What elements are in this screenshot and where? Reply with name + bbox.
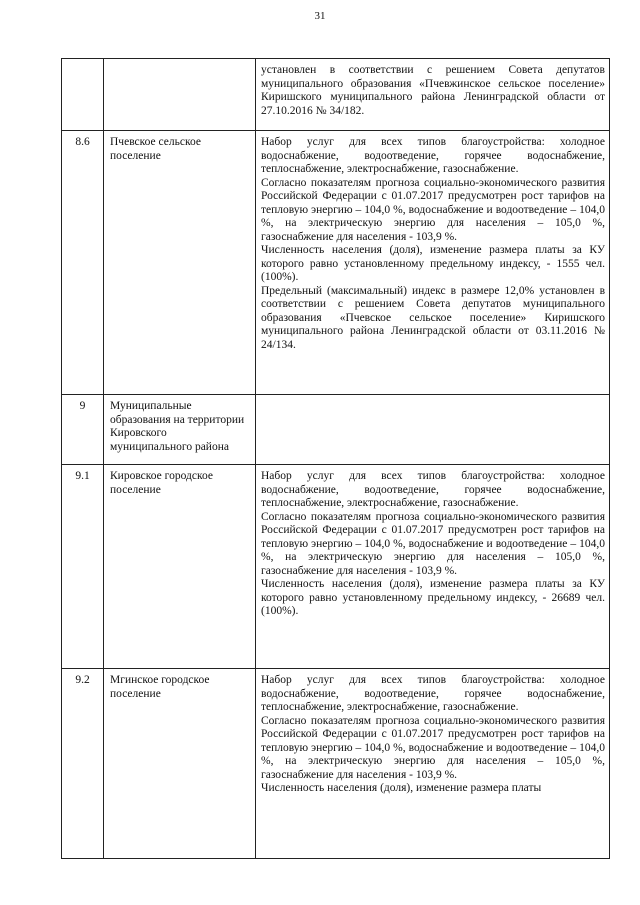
row-description-cell xyxy=(256,395,610,465)
table-row xyxy=(62,131,610,395)
description-paragraph: Набор услуг для всех типов благоустройства: холодное водоснабжение, водоотведение, горячее водоснабжение, теплоснабжение, электроснабжение, газоснабжение. xyxy=(261,674,605,713)
page-number: 31 xyxy=(314,10,326,22)
row-number-cell xyxy=(62,59,104,131)
description-paragraph: Согласно показателям прогноза социально-экономического развития Российской Федерации с 01.07.2017 предусмотрен рост тарифов на тепловую энергию – 104,0 %, водоснабжение и водоотведение – 104,0 %, на электрическую энергию для населения – 105,0 %, газоснабжение для населения - 103,9 %. xyxy=(261,176,605,243)
description-paragraph: Согласно показателям прогноза социально-экономического развития Российской Федерации с 01.07.2017 предусмотрен рост тарифов на тепловую энергию – 104,0 %, водоснабжение и водоотведение – 104,0 %, на электрическую энергию для населения – 105,0 %, газоснабжение для населения - 103,9 %. xyxy=(261,510,605,577)
row-description-cell xyxy=(256,59,610,131)
description-paragraph: Набор услуг для всех типов благоустройства: холодное водоснабжение, водоотведение, горячее водоснабжение, теплоснабжение, электроснабжение, газоснабжение. xyxy=(261,470,605,509)
row-name-cell: Кировское городское поселение xyxy=(104,465,256,669)
row-name-cell: Мгинское городское поселение xyxy=(104,669,256,859)
description-paragraph: Численность населения (доля), изменение размера платы за КУ которого равно установленному предельному индексу, - 26689 чел. (100%). xyxy=(261,578,605,617)
description-paragraph: Численность населения (доля), изменение размера платы xyxy=(261,782,542,794)
table-row xyxy=(62,59,610,131)
tariff-table xyxy=(61,58,610,859)
description-paragraph: Согласно показателям прогноза социально-экономического развития Российской Федерации с 01.07.2017 предусмотрен рост тарифов на тепловую энергию – 104,0 %, водоснабжение и водоотведение – 104,0 %, на электрическую энергию для населения – 105,0 %, газоснабжение для населения - 103,9 %. xyxy=(261,714,605,781)
row-description-cell xyxy=(256,131,610,395)
table-row xyxy=(62,465,610,669)
description-paragraph: установлен в соответствии с решением Совета депутатов муниципального образования «Пчевжинское сельское поселение» Киришского муниципального района Ленинградской области от 27.10.2016 № 34/182. xyxy=(261,64,605,117)
table-row xyxy=(62,669,610,859)
row-number-cell: 8.6 xyxy=(62,131,104,395)
description-paragraph: Предельный (максимальный) индекс в размере 12,0% установлен в соответствии с решением Совета депутатов муниципального образования «Пчевское сельское поселение» Киришского муниципального района Ленинградской области от 03.11.2016 № 24/134. xyxy=(261,284,605,351)
description-paragraph: Набор услуг для всех типов благоустройства: холодное водоснабжение, водоотведение, горячее водоснабжение, теплоснабжение, электроснабжение, газоснабжение. xyxy=(261,136,605,175)
row-name-cell xyxy=(104,59,256,131)
row-number-cell: 9 xyxy=(62,395,104,465)
row-number-cell: 9.1 xyxy=(62,465,104,669)
table-row xyxy=(62,395,610,465)
row-name-cell: Пчевское сельское поселение xyxy=(104,131,256,395)
description-paragraph: Численность населения (доля), изменение размера платы за КУ которого равно установленному предельному индексу, - 1555 чел. (100%). xyxy=(261,244,605,283)
row-description-cell xyxy=(256,669,610,859)
row-number-cell: 9.2 xyxy=(62,669,104,859)
row-description-cell xyxy=(256,465,610,669)
row-name-cell: Муниципальные образования на территории Кировского муниципального района xyxy=(104,395,256,465)
